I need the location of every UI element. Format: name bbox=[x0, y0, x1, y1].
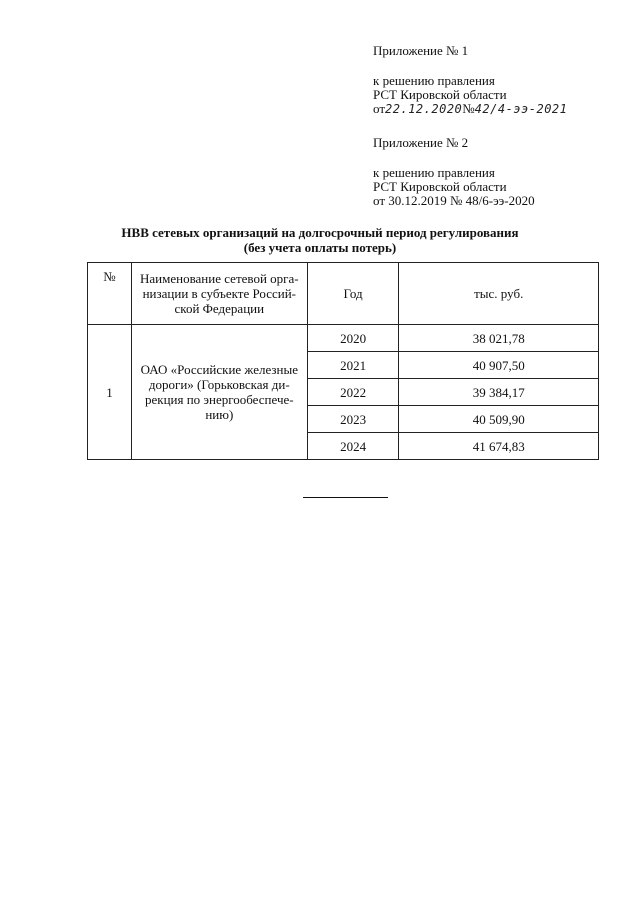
header-name-line: низации в субъекте Россий- bbox=[142, 286, 296, 301]
appendix-1-date-number-line bbox=[373, 102, 567, 116]
appendix-2-decision-line: к решению правления bbox=[373, 165, 495, 180]
header-amount: тыс. руб. bbox=[399, 263, 599, 325]
amount-cell: 39 384,17 bbox=[399, 379, 599, 406]
title-line-1: НВВ сетевых организаций на долгосрочный период регулирования bbox=[121, 225, 519, 240]
appendix-2-authority-line: РСТ Кировской области bbox=[373, 179, 507, 194]
amount-cell: 40 907,50 bbox=[399, 352, 599, 379]
handwritten-date: 22.12.2020 bbox=[385, 102, 463, 116]
appendix-1-header bbox=[373, 44, 567, 116]
header-organization-name bbox=[131, 263, 307, 325]
footer-divider bbox=[303, 497, 388, 498]
organization-name-line: ОАО «Российские железные bbox=[140, 362, 299, 377]
amount-cell: 41 674,83 bbox=[399, 433, 599, 460]
title-line-2: (без учета оплаты потерь) bbox=[243, 240, 397, 255]
year-cell: 2020 bbox=[307, 325, 399, 352]
year-cell: 2021 bbox=[307, 352, 399, 379]
appendix-1-date-prefix: от bbox=[373, 101, 386, 116]
organization-name bbox=[131, 325, 307, 460]
row-number: 1 bbox=[88, 325, 132, 460]
organization-name-line: рекция по энергообеспече- bbox=[144, 392, 294, 407]
appendix-2-heading: Приложение № 2 bbox=[373, 135, 469, 150]
table-header-row bbox=[88, 263, 599, 325]
appendix-2-header bbox=[373, 136, 535, 208]
document-title bbox=[0, 225, 640, 255]
amount-cell: 40 509,90 bbox=[399, 406, 599, 433]
appendix-2-date-number-line: от 30.12.2019 № 48/6-ээ-2020 bbox=[373, 193, 535, 208]
year-cell: 2024 bbox=[307, 433, 399, 460]
header-number: № bbox=[88, 263, 132, 325]
header-name-line: Наименование сетевой орга- bbox=[140, 271, 299, 286]
table-row bbox=[88, 325, 599, 352]
year-cell: 2022 bbox=[307, 379, 399, 406]
appendix-1-authority-line: РСТ Кировской области bbox=[373, 87, 507, 102]
appendix-1-number-sign: № bbox=[462, 101, 475, 116]
header-year: Год bbox=[307, 263, 399, 325]
amount-cell: 38 021,78 bbox=[399, 325, 599, 352]
appendix-1-decision-line: к решению правления bbox=[373, 73, 495, 88]
organization-name-line: нию) bbox=[205, 407, 234, 422]
year-cell: 2023 bbox=[307, 406, 399, 433]
handwritten-number: 42/4-ээ-2021 bbox=[474, 102, 568, 116]
organization-name-line: дороги» (Горьковская ди- bbox=[148, 377, 290, 392]
appendix-1-heading: Приложение № 1 bbox=[373, 43, 469, 58]
nvv-table bbox=[87, 262, 599, 460]
header-name-line: ской Федерации bbox=[174, 301, 265, 316]
